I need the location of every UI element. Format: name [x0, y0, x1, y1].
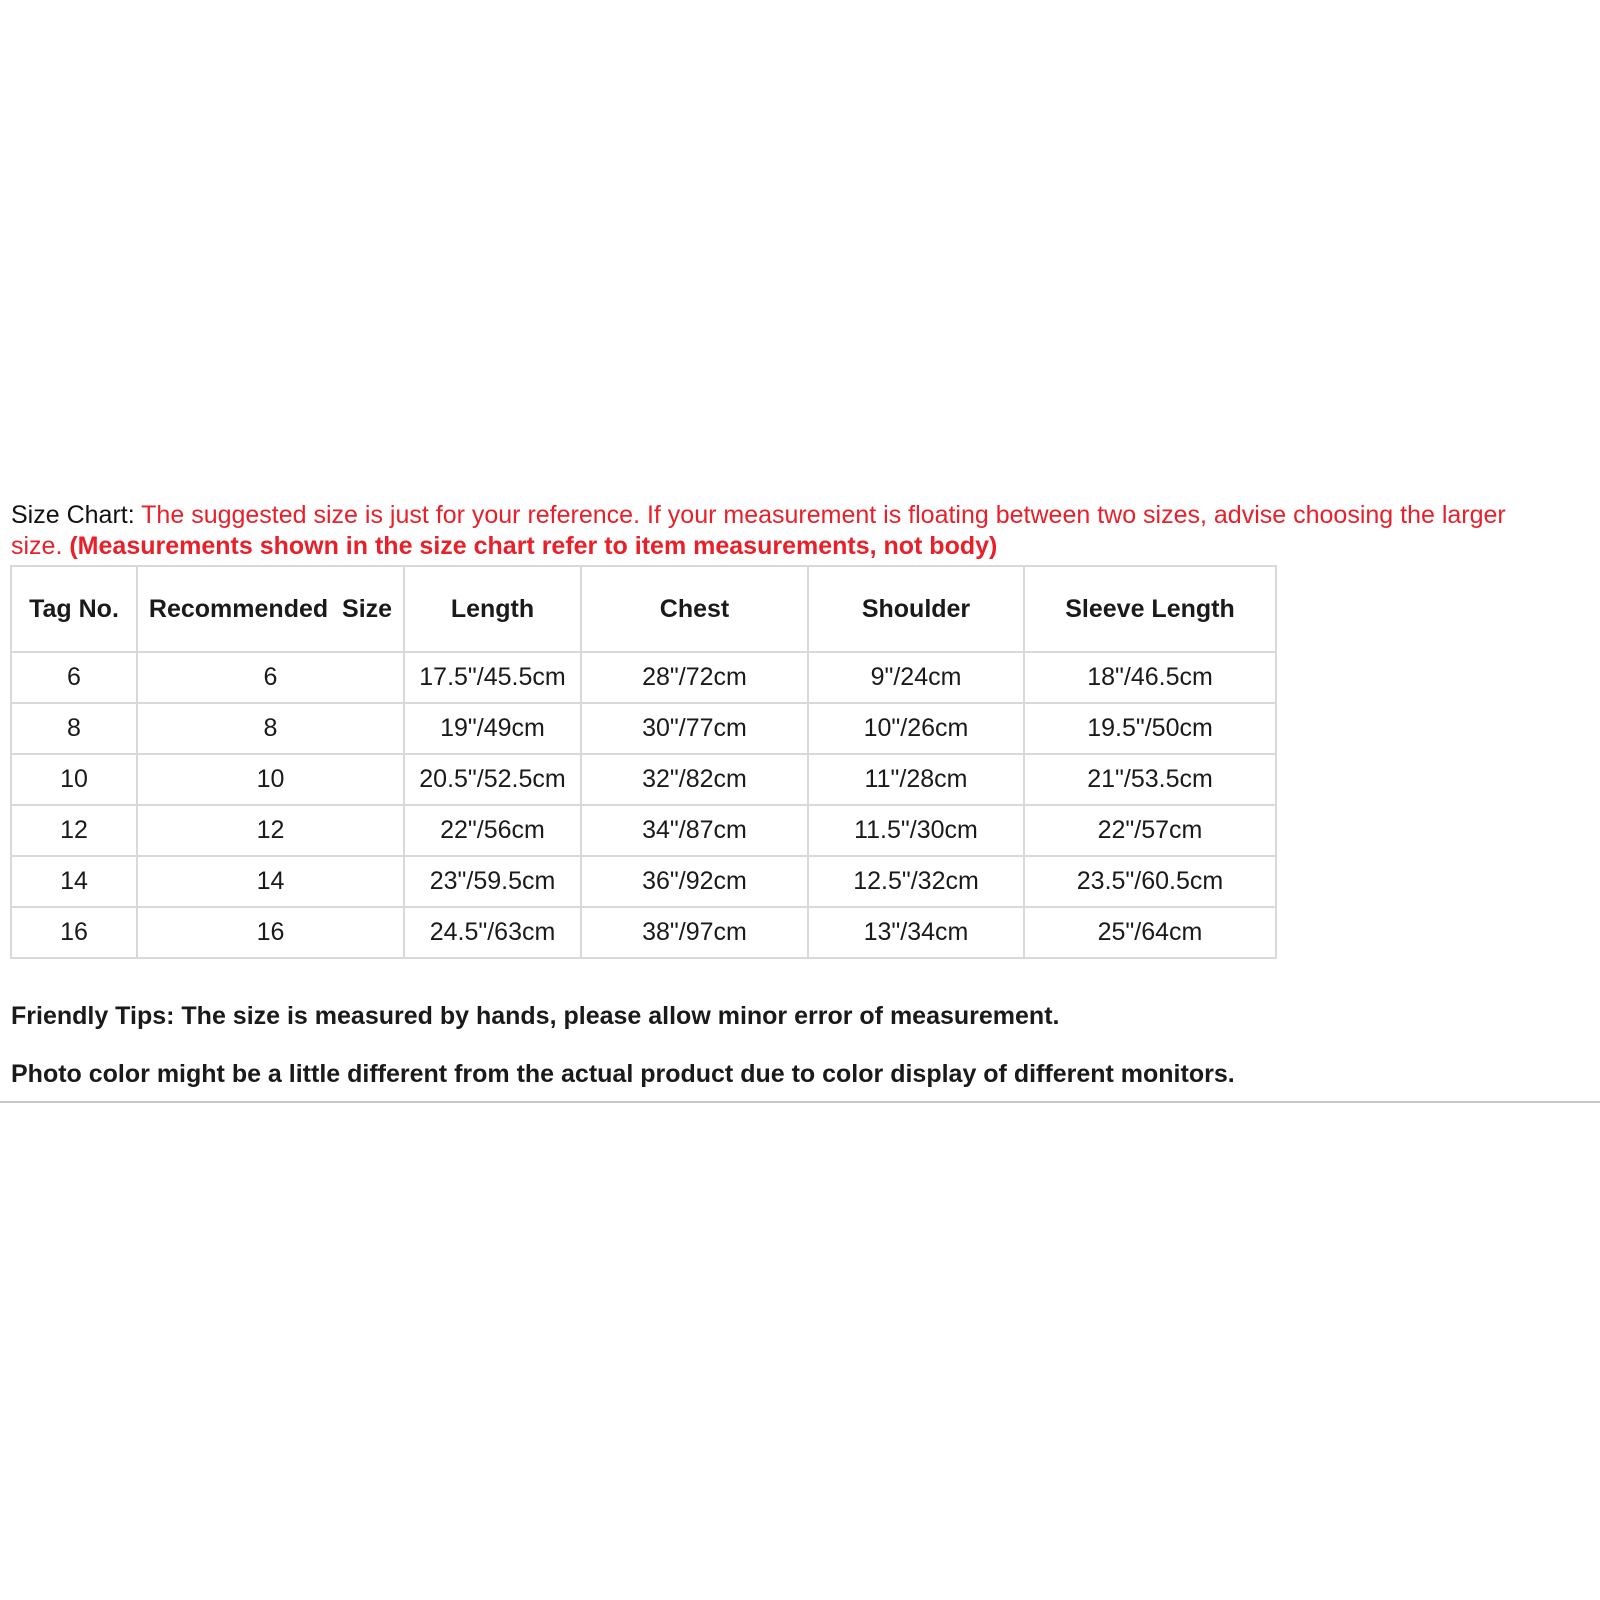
cell-chest: 28"/72cm [581, 652, 808, 703]
table-row [11, 703, 1276, 754]
header-sleeve-length: Sleeve Length [1024, 566, 1276, 652]
cell-sleeve-length: 19.5"/50cm [1024, 703, 1276, 754]
header-length: Length [404, 566, 581, 652]
cell-sleeve-length: 25"/64cm [1024, 907, 1276, 958]
header-chest: Chest [581, 566, 808, 652]
cell-length: 20.5"/52.5cm [404, 754, 581, 805]
cell-tag-no: 8 [11, 703, 137, 754]
cell-recommended-size: 14 [137, 856, 404, 907]
cell-recommended-size: 12 [137, 805, 404, 856]
cell-shoulder: 13"/34cm [808, 907, 1024, 958]
cell-length: 23"/59.5cm [404, 856, 581, 907]
cell-length: 22"/56cm [404, 805, 581, 856]
photo-color-note: Photo color might be a little different from the actual product due to color display of different monitors. [11, 1060, 1235, 1088]
header-tag-no: Tag No. [11, 566, 137, 652]
cell-chest: 34"/87cm [581, 805, 808, 856]
cell-chest: 38"/97cm [581, 907, 808, 958]
cell-sleeve-length: 21"/53.5cm [1024, 754, 1276, 805]
divider [0, 1101, 1600, 1103]
cell-tag-no: 16 [11, 907, 137, 958]
header-recommended-size: Recommended Size [137, 566, 404, 652]
size-chart-colon: : [127, 501, 135, 529]
cell-tag-no: 10 [11, 754, 137, 805]
cell-shoulder: 10"/26cm [808, 703, 1024, 754]
header-shoulder: Shoulder [808, 566, 1024, 652]
size-chart-intro [11, 500, 1600, 562]
cell-sleeve-length: 23.5"/60.5cm [1024, 856, 1276, 907]
size-chart-label: Size Chart [11, 501, 128, 529]
size-table [10, 565, 1277, 959]
cell-length: 19"/49cm [404, 703, 581, 754]
table-row [11, 907, 1276, 958]
table-row [11, 652, 1276, 703]
size-chart-intro-line2 [11, 531, 1600, 562]
table-row [11, 856, 1276, 907]
table-header-row [11, 566, 1276, 652]
cell-chest: 32"/82cm [581, 754, 808, 805]
cell-tag-no: 12 [11, 805, 137, 856]
cell-sleeve-length: 22"/57cm [1024, 805, 1276, 856]
cell-shoulder: 12.5"/32cm [808, 856, 1024, 907]
cell-sleeve-length: 18"/46.5cm [1024, 652, 1276, 703]
size-chart-note-continued: size. [11, 532, 70, 560]
cell-shoulder: 9"/24cm [808, 652, 1024, 703]
cell-tag-no: 14 [11, 856, 137, 907]
table-row [11, 805, 1276, 856]
cell-length: 17.5"/45.5cm [404, 652, 581, 703]
cell-chest: 36"/92cm [581, 856, 808, 907]
cell-shoulder: 11.5"/30cm [808, 805, 1024, 856]
cell-recommended-size: 16 [137, 907, 404, 958]
cell-recommended-size: 8 [137, 703, 404, 754]
table-row [11, 754, 1276, 805]
cell-tag-no: 6 [11, 652, 137, 703]
cell-recommended-size: 10 [137, 754, 404, 805]
cell-chest: 30"/77cm [581, 703, 808, 754]
friendly-tips: Friendly Tips: The size is measured by hands, please allow minor error of measurement. [11, 1002, 1060, 1030]
cell-length: 24.5"/63cm [404, 907, 581, 958]
cell-shoulder: 11"/28cm [808, 754, 1024, 805]
size-chart-emphasis: (Measurements shown in the size chart refer to item measurements, not body) [69, 532, 998, 560]
size-chart-note: The suggested size is just for your reference. If your measurement is floating between two sizes, advise choosing the larger [134, 501, 1506, 529]
cell-recommended-size: 6 [137, 652, 404, 703]
